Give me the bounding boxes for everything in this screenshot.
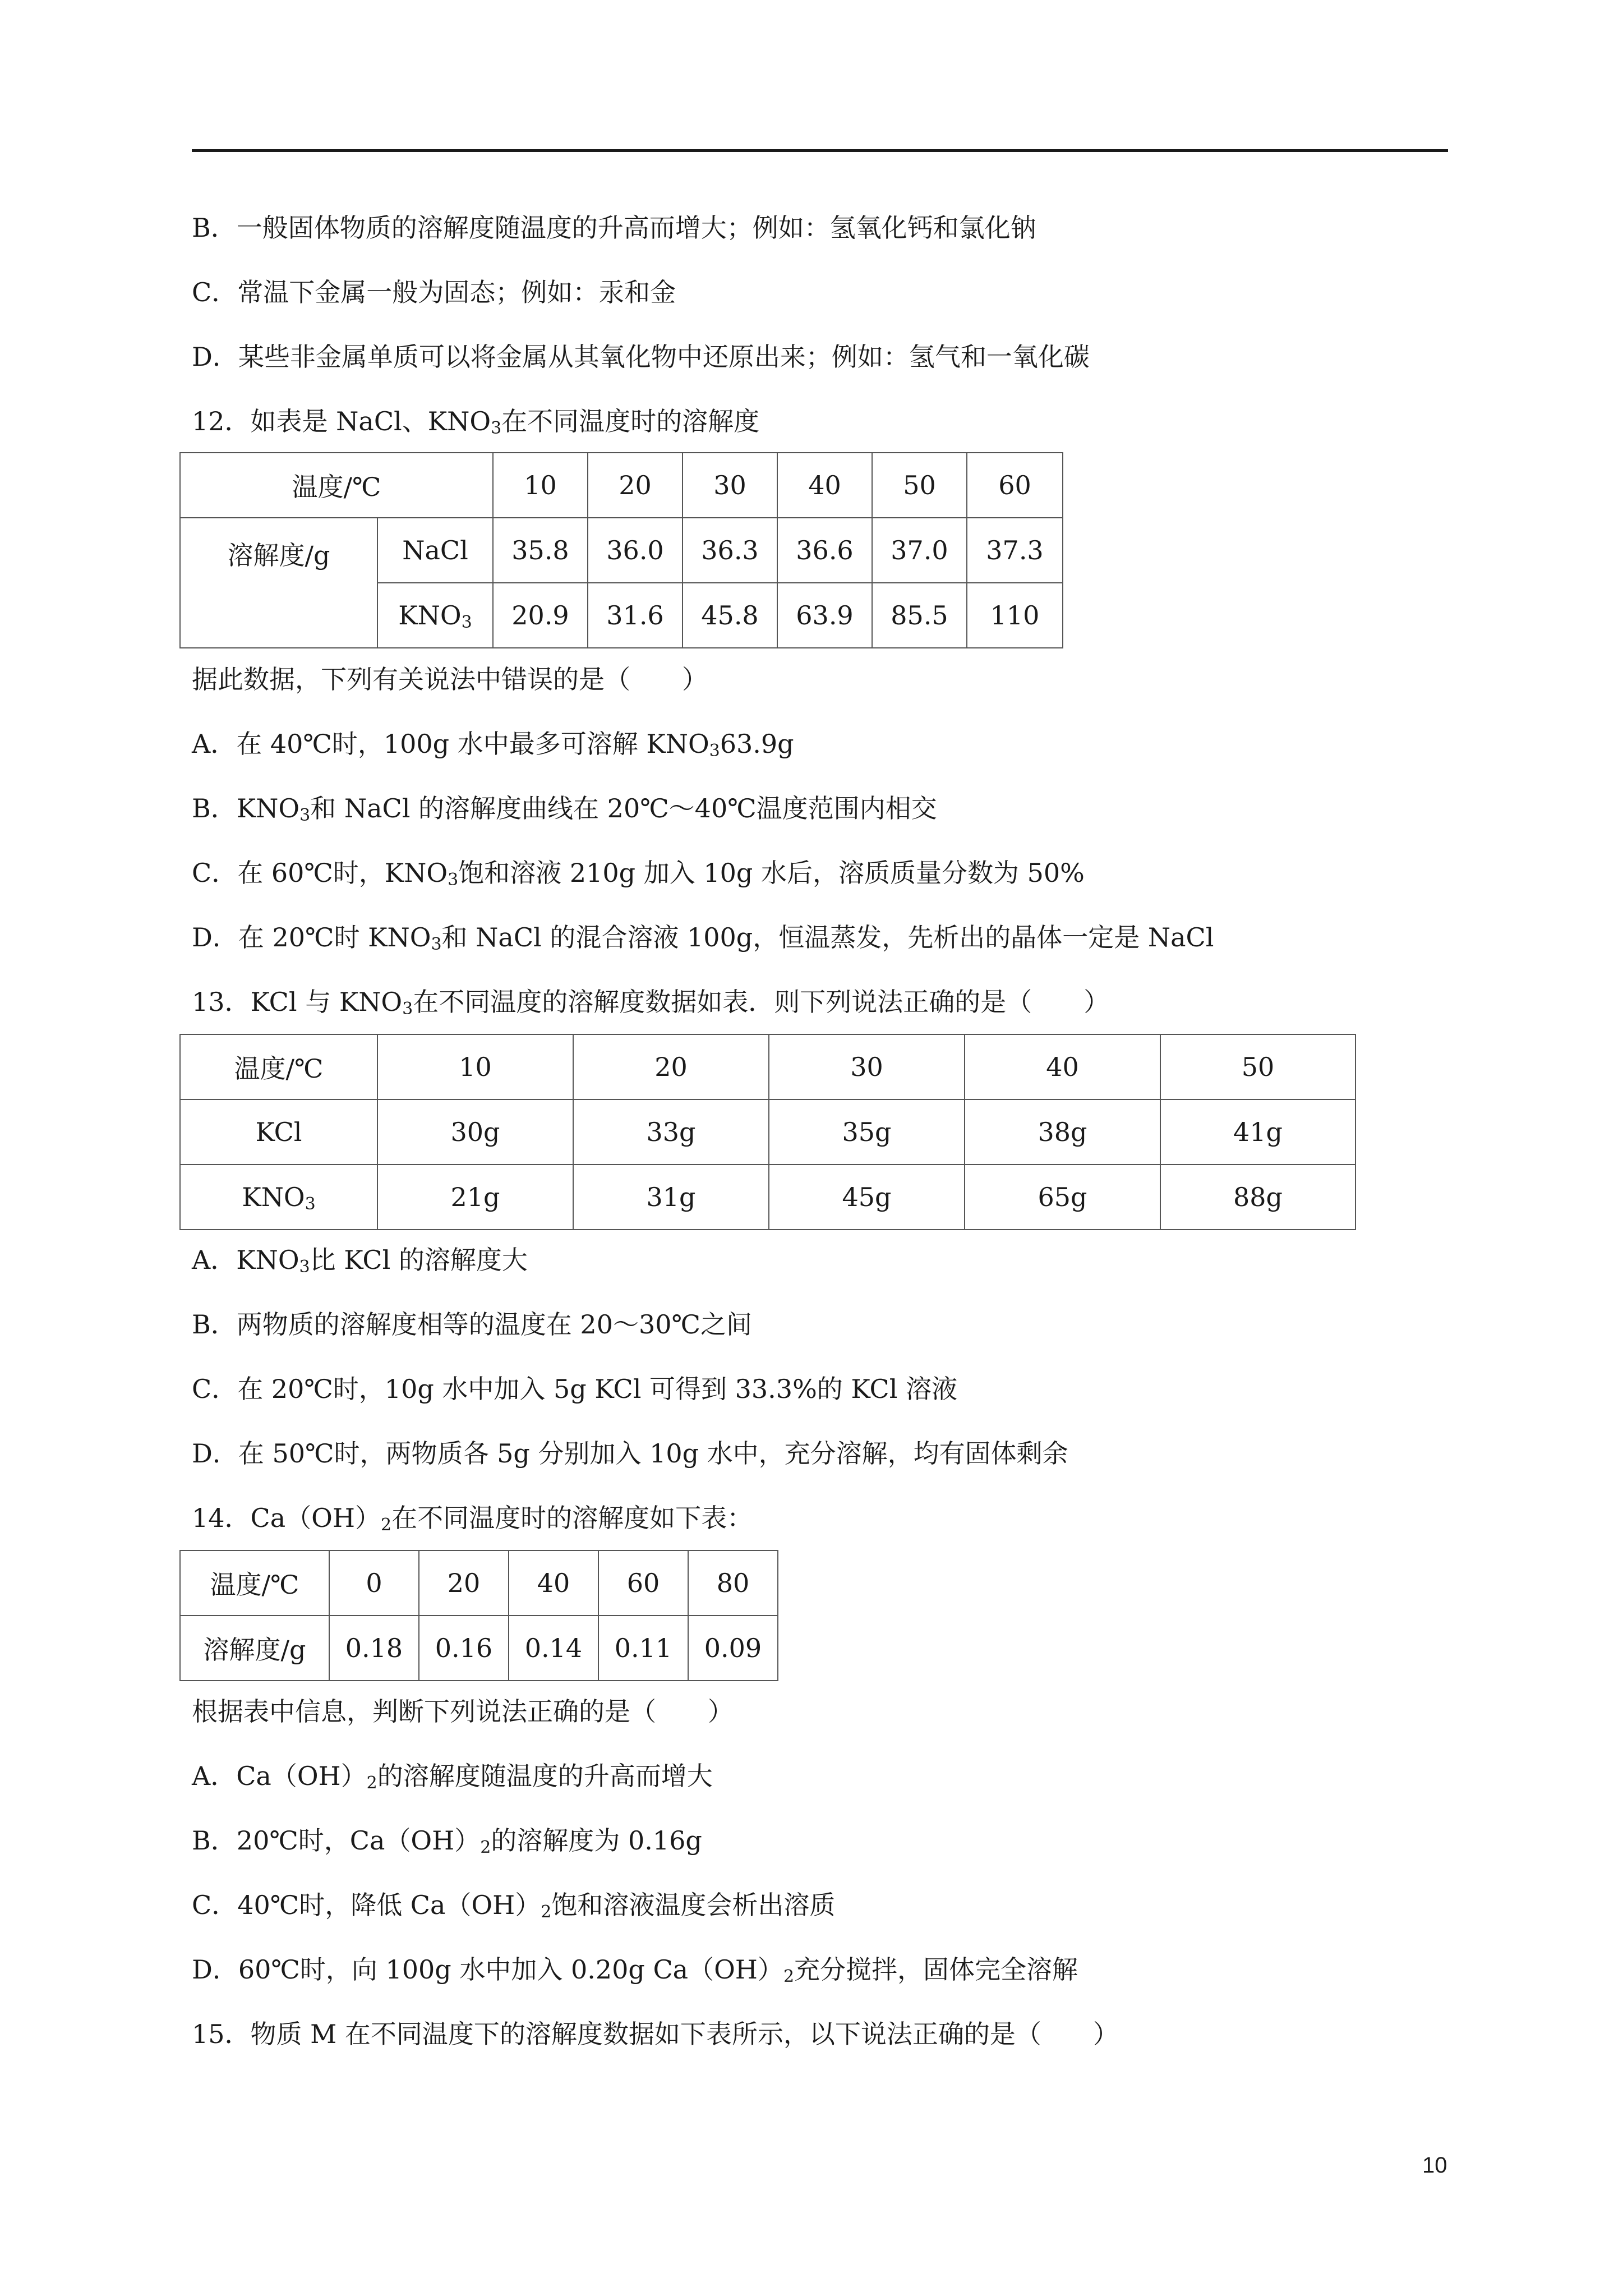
q14-stem: 14．$Ca(OH)_2$在不同温度时的溶解度如下表： — [192, 1503, 753, 1535]
q13-option-d: D．在 50℃时，两物质各 5g 分别加入 10g 水中，充分溶解，均有固体剩余 — [192, 1438, 1068, 1469]
q14-temp-cell: 40 — [509, 1550, 598, 1616]
q12-kno3-cell: 45.8 — [683, 583, 777, 648]
q12-solubility-label: 溶解度/g — [180, 518, 377, 648]
q13-kno3-cell: 21g — [377, 1165, 573, 1230]
q12-solubility-table — [179, 452, 1063, 648]
q13-kcl-cell: 38g — [965, 1099, 1160, 1165]
header-rule — [192, 149, 1448, 152]
q13-option-a: A．$KNO_3$比 KCl 的溶解度大 — [192, 1245, 528, 1277]
q12-temp-header: 温度/℃ — [180, 453, 493, 518]
q13-kno3-label: $KNO_3$ — [180, 1165, 377, 1230]
q14-option-c: C．40℃时，降低 $Ca(OH)_2$饱和溶液温度会析出溶质 — [192, 1890, 836, 1922]
q14-value-cell: 0.18 — [329, 1616, 419, 1681]
q13-kcl-label: KCl — [180, 1099, 377, 1165]
q12-temp-cell: 40 — [777, 453, 872, 518]
q13-temp-cell: 40 — [965, 1034, 1160, 1099]
q12-prompt: 据此数据，下列有关说法中错误的是（ ） — [192, 664, 708, 694]
q12-temp-cell: 10 — [493, 453, 588, 518]
q11-option-d: D．某些非金属单质可以将金属从其氧化物中还原出来；例如：氢气和一氧化碳 — [192, 342, 1090, 372]
q13-kno3-cell: 88g — [1160, 1165, 1355, 1230]
q13-kno3-cell: 31g — [573, 1165, 769, 1230]
page-number: 10 — [1422, 2153, 1447, 2178]
q12-option-b: B．$KNO_3$和 NaCl 的溶解度曲线在 20℃～40℃温度范围内相交 — [192, 793, 937, 825]
q14-value-cell: 0.14 — [509, 1616, 598, 1681]
q11-option-c: C．常温下金属一般为固态；例如：汞和金 — [192, 277, 676, 307]
q13-kcl-cell: 35g — [769, 1099, 965, 1165]
q14-value-cell: 0.09 — [688, 1616, 778, 1681]
q13-temp-header: 温度/℃ — [180, 1034, 377, 1099]
q13-temp-cell: 10 — [377, 1034, 573, 1099]
q13-temp-cell: 50 — [1160, 1034, 1355, 1099]
q12-kno3-cell: 63.9 — [777, 583, 872, 648]
q12-kno3-cell: 31.6 — [588, 583, 683, 648]
q12-nacl-cell: 36.0 — [588, 518, 683, 583]
q14-temp-cell: 20 — [419, 1550, 509, 1616]
q14-option-d: D．60℃时，向 100g 水中加入 0.20g $Ca(OH)_2$充分搅拌，固体完全溶解 — [192, 1954, 1078, 1986]
q12-temp-cell: 50 — [872, 453, 967, 518]
q14-value-cell: 0.16 — [419, 1616, 509, 1681]
q13-stem: 13．KCl 与 $KNO_3$在不同温度的溶解度数据如表．则下列说法正确的是（ ） — [192, 987, 1110, 1019]
q13-kno3-cell: 65g — [965, 1165, 1160, 1230]
q14-temp-cell: 0 — [329, 1550, 419, 1616]
q12-nacl-cell: 37.3 — [967, 518, 1063, 583]
q12-option-d: D．在 20℃时 $KNO_3$和 NaCl 的混合溶液 100g，恒温蒸发，先析出的晶体一定是 NaCl — [192, 922, 1214, 954]
q12-nacl-cell: 36.3 — [683, 518, 777, 583]
q12-temp-cell: 30 — [683, 453, 777, 518]
q14-temp-header: 温度/℃ — [180, 1550, 329, 1616]
q14-solubility-table — [179, 1550, 778, 1681]
q12-option-a: A．在 40℃时，100g 水中最多可溶解 $KNO_363.9g$ — [192, 729, 794, 761]
q13-kcl-cell: 41g — [1160, 1099, 1355, 1165]
q12-stem: 12．如表是 NaCl、$KNO_3$在不同温度时的溶解度 — [192, 406, 760, 438]
q13-option-b: B．两物质的溶解度相等的温度在 20～30℃之间 — [192, 1309, 752, 1340]
q12-nacl-cell: 36.6 — [777, 518, 872, 583]
q15-stem: 15．物质 M 在不同温度下的溶解度数据如下表所示，以下说法正确的是（ ） — [192, 2019, 1119, 2049]
q11-option-b: B．一般固体物质的溶解度随温度的升高而增大；例如：氢氧化钙和氯化钠 — [192, 213, 1036, 243]
q13-solubility-table — [179, 1034, 1356, 1230]
q12-temp-cell: 20 — [588, 453, 683, 518]
q14-solubility-label: 溶解度/g — [180, 1616, 329, 1681]
q12-nacl-cell: 35.8 — [493, 518, 588, 583]
q12-nacl-cell: 37.0 — [872, 518, 967, 583]
q14-temp-cell: 60 — [598, 1550, 688, 1616]
q12-kno3-label: $KNO_3$ — [377, 583, 493, 648]
q14-option-b: B．20℃时，$Ca(OH)_2$的溶解度为 0.16g — [192, 1825, 702, 1857]
q13-kno3-cell: 45g — [769, 1165, 965, 1230]
q12-kno3-cell: 20.9 — [493, 583, 588, 648]
q14-option-a: A．$Ca(OH)_2$的溶解度随温度的升高而增大 — [192, 1761, 713, 1793]
q13-option-c: C．在 20℃时，10g 水中加入 5g KCl 可得到 33.3%的 KCl 溶液 — [192, 1374, 958, 1404]
q13-kcl-cell: 30g — [377, 1099, 573, 1165]
q14-prompt: 根据表中信息，判断下列说法正确的是（ ） — [192, 1696, 734, 1727]
q13-temp-cell: 30 — [769, 1034, 965, 1099]
q12-option-c: C．在 60℃时，$KNO_3$饱和溶液 210g 加入 10g 水后，溶质质量分数为 50% — [192, 858, 1085, 890]
q14-value-cell: 0.11 — [598, 1616, 688, 1681]
q12-temp-cell: 60 — [967, 453, 1063, 518]
q13-kcl-cell: 33g — [573, 1099, 769, 1165]
q12-nacl-label: NaCl — [377, 518, 493, 583]
q13-temp-cell: 20 — [573, 1034, 769, 1099]
q14-temp-cell: 80 — [688, 1550, 778, 1616]
q12-kno3-cell: 85.5 — [872, 583, 967, 648]
q12-kno3-cell: 110 — [967, 583, 1063, 648]
